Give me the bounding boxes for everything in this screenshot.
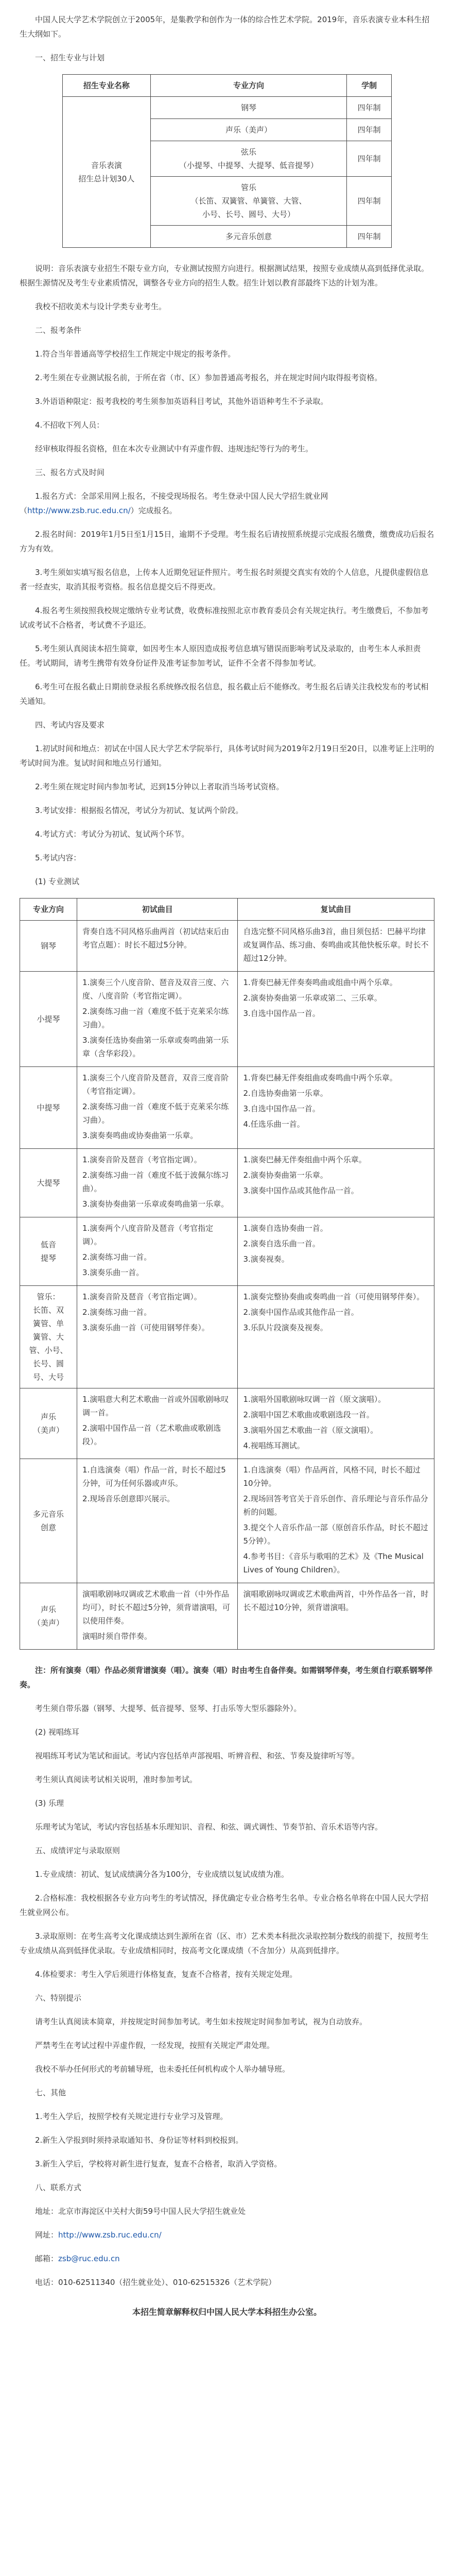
- header-cell: 专业方向: [150, 75, 347, 97]
- final-cell: [238, 1583, 434, 1650]
- major-cell: [20, 972, 77, 1067]
- exam-1: 1.初试时间和地点：初试在中国人民大学艺术学院举行，具体考试时间为2019年2月19日至20日，以准考证上注明的考试时间为准。复试时间和地点另行通知。: [20, 744, 434, 768]
- section-heading-theory: (3) 乐理: [35, 1799, 64, 1808]
- pre-text: 2.现场音乐创意即兴展示。: [82, 1494, 175, 1503]
- years-cell: 四年制: [347, 177, 392, 226]
- section-heading-solfege: (2) 视唱练耳: [35, 1727, 80, 1737]
- marking-4: 4.体检要求：考生入学后须进行体格复查，复查不合格者，按有关规定处理。: [35, 1970, 298, 1979]
- major-name: 音乐表演: [91, 161, 122, 170]
- table-row: [20, 1217, 434, 1286]
- direction-text: 钢琴: [241, 103, 257, 112]
- major-text: 声乐: [40, 1605, 56, 1614]
- final-text: 1.演奏巴赫无伴奏组曲中两个乐章。: [243, 1155, 366, 1164]
- final-text: 2.演奏中国作品或其他作品一首。: [243, 1308, 359, 1317]
- header-cell: 专业方向: [20, 899, 77, 921]
- pre-text: 1.演奏三个八度音阶及琶音，双音三度音阶（考官指定调）。: [82, 1073, 229, 1096]
- pre-cell: [77, 1388, 238, 1459]
- final-text: 演唱歌剧咏叹调或艺术歌曲两首，中外作品各一首，时长不超过10分钟，须背谱演唱。: [243, 1589, 429, 1612]
- pre-text: 1.自选演奏（唱）作品一首，时长不超过5分钟，可为任何乐器或声乐。: [82, 1465, 226, 1488]
- pre-text: 3.演奏任选协奏曲第一乐章或奏鸣曲第一乐章（含华彩段）。: [82, 1036, 229, 1058]
- marking-3: 3.录取原则：在考生高考文化课成绩达到生源所在省（区、市）艺术类本科批次录取控制分数线的前提下，按照考生专业成绩从高到低择优录取。专业成绩相同时，按高考文化课成绩（不含加分）从高到低排序。: [20, 1931, 429, 1955]
- pre-text: 1.演奏两个八度音阶及琶音（考官指定调）。: [82, 1224, 214, 1246]
- pre-text: 1.演奏音阶及琶音（考官指定调）。: [82, 1155, 202, 1164]
- condition-3: 3.外语语种限定：报考我校的考生须参加英语科目考试，其他外语语种考生不予录取。: [35, 397, 328, 406]
- contact-value: 北京市海淀区中关村大街59号中国人民大学招生就业处: [58, 2207, 246, 2216]
- pre-cell: [77, 1067, 238, 1149]
- exam-4: 4.考试方式：考试分为初试、复试两个环节。: [35, 829, 189, 839]
- major-text: 管乐：: [37, 1292, 60, 1301]
- condition-4: 4.不招收下列人员：: [35, 420, 104, 430]
- pre-cell: [77, 1459, 238, 1583]
- direction-cell: [150, 97, 347, 119]
- major-text: 簧管、大: [32, 1332, 64, 1342]
- pre-text: 3.演奏乐曲一首。: [82, 1268, 144, 1277]
- final-text: 1.演奏自选协奏曲一首。: [243, 1224, 328, 1233]
- pre-text: 2.演奏练习曲一首（难度不低于克莱采尔练习曲）。: [82, 1102, 229, 1125]
- contact-email-link[interactable]: zsb@ruc.edu.cn: [58, 2254, 120, 2263]
- table-row: [20, 1286, 434, 1388]
- table-row: [20, 1388, 434, 1459]
- major-text: （美声）: [32, 1426, 64, 1435]
- exam-sub-heading: (1) 专业测试: [35, 877, 80, 886]
- final-text: 3.提交个人音乐作品一部（原创音乐作品，时长不超过5分钟）。: [243, 1523, 428, 1546]
- pre-text: 1.演奏音阶及琶音（考官指定调）。: [82, 1292, 202, 1301]
- contact-website: [20, 2228, 434, 2242]
- final-text: 2.演奏自选乐曲一首。: [243, 1239, 320, 1248]
- years-cell: 四年制: [347, 226, 392, 248]
- pre-text: 3.演奏乐曲一首（可使用钢琴伴奏）。: [82, 1323, 209, 1332]
- section-heading-contact: 八、联系方式: [35, 2183, 82, 2192]
- table-row: [20, 972, 434, 1067]
- major-cell: [20, 1388, 77, 1459]
- final-cell: [238, 921, 434, 972]
- pre-cell: [77, 972, 238, 1067]
- major-cell: [20, 921, 77, 972]
- plan-note-2: 我校不招收美术与设计学类专业考生。: [35, 302, 167, 311]
- major-text: 低音: [40, 1240, 56, 1249]
- final-text: 4.参考书目：《音乐与歌唱的艺术》及《The Musical Lives of Young Children》。: [243, 1552, 424, 1574]
- contact-value: 010-62511340（招生就业处）、010-62515326（艺术学院）: [58, 2278, 276, 2287]
- final-cell: [238, 1217, 434, 1286]
- major-cell: [20, 1149, 77, 1217]
- section-heading-conditions: 二、报考条件: [35, 326, 82, 335]
- final-text: 1.演唱外国歌剧咏叹调一首（原文演唱）。: [243, 1395, 386, 1404]
- final-text: 2.自选协奏曲第一乐章。: [243, 1089, 328, 1098]
- notice-2: 严禁考生在考试过程中弄虚作假，一经发现，按照有关规定严肃处理。: [35, 2041, 275, 2050]
- major-text: 提琴: [40, 1253, 56, 1263]
- years-cell: 四年制: [347, 119, 392, 141]
- major-text: （美声）: [32, 1618, 64, 1628]
- pre-text: 3.演奏奏鸣曲或协奏曲第一乐章。: [82, 1131, 198, 1140]
- final-cell: [238, 1149, 434, 1217]
- exam-3: 3.考试安排：根据报名情况，考试分为初试、复试两个阶段。: [35, 806, 243, 815]
- direction-text: 多元音乐创意: [225, 232, 272, 241]
- final-text: 3.演唱外国艺术歌曲一首（原文演唱）。: [243, 1426, 378, 1435]
- major-cell: [20, 1459, 77, 1583]
- final-text: 1.背奏巴赫无伴奏奏鸣曲或组曲中两个乐章。: [243, 978, 397, 987]
- contact-email: [20, 2251, 434, 2266]
- final-text: 1.自选演奏（唱）作品两首，风格不同，时长不超过10分钟。: [243, 1465, 421, 1488]
- exam-content-table: [20, 898, 434, 1650]
- contact-address: [20, 2204, 434, 2218]
- final-text: 自选完整不同风格乐曲3首，曲目须包括：巴赫平均律或复调作品、练习曲、奏鸣曲或其他快板乐章。时长不超过12分钟。: [243, 927, 429, 963]
- contact-label: 地址：: [35, 2207, 59, 2216]
- contact-label: 网址：: [35, 2230, 59, 2240]
- pre-text: 1.演奏三个八度音阶、琶音及双音三度、六度、八度音阶（考官指定调）。: [82, 978, 229, 1001]
- pre-text: 2.演奏练习曲一首（难度不低于克莱采尔练习曲）。: [82, 1007, 229, 1029]
- major-cell: [20, 1286, 77, 1388]
- table-row: [20, 921, 434, 972]
- pre-text: 背奏自选不同风格乐曲两首（初试结束后由考官点题）：时长不超过5分钟。: [82, 927, 229, 950]
- header-cell: 学制: [347, 75, 392, 97]
- pre-text: 1.演唱意大利艺术歌曲一首或外国歌剧咏叹调一首。: [82, 1395, 229, 1417]
- years-cell: 四年制: [347, 141, 392, 177]
- final-text: 3.自选中国作品一首。: [243, 1009, 320, 1018]
- years-cell: 四年制: [347, 97, 392, 119]
- section-heading-marking: 五、成绩评定与录取原则: [35, 1846, 120, 1855]
- major-text: 多元音乐: [32, 1510, 64, 1519]
- pre-text: 3.演奏协奏曲第一乐章或奏鸣曲第一乐章。: [82, 1199, 229, 1209]
- major-cell: [20, 1583, 77, 1650]
- condition-1: 1.符合当年普通高等学校招生工作规定中规定的报考条件。: [35, 349, 236, 359]
- solfege-1: 视唱练耳考试为笔试和面试。考试内容包括单声部视唱、听辨音程、和弦、节奏及旋律听写等。: [35, 1751, 360, 1760]
- direction-cell: [150, 141, 347, 177]
- section-heading-plan: 一、招生专业与计划: [35, 53, 105, 62]
- section-heading-other: 七、其他: [35, 2088, 66, 2097]
- table-row: [20, 1067, 434, 1149]
- final-cell: [238, 1459, 434, 1583]
- table-row: [20, 1583, 434, 1650]
- direction-text: 声乐（美声）: [225, 125, 272, 134]
- pre-cell: [77, 1217, 238, 1286]
- other-3: 3.新生入学后，学校将对新生进行复查，复查不合格者，取消入学资格。: [35, 2159, 282, 2168]
- table-row: [63, 97, 392, 119]
- major-text: 中提琴: [37, 1103, 60, 1112]
- final-cell: [238, 1388, 434, 1459]
- condition-4-detail: 经审核取得报名资格，但在本次专业测试中有弄虚作假、违规违纪等行为的考生。: [35, 444, 313, 453]
- other-1: 1.考生入学后，按照学校有关规定进行专业学习及管理。: [35, 2112, 228, 2121]
- direction-cell: [150, 226, 347, 248]
- final-cell: [238, 972, 434, 1067]
- contact-label: 电话：: [35, 2278, 59, 2287]
- footer-note: 本招生简章解释权归中国人民大学本科招生办公室。: [132, 2307, 322, 2317]
- pre-text: 2.演唱中国作品一首（艺术歌曲或歌剧选段）。: [82, 1423, 221, 1446]
- header-cell: 招生专业名称: [63, 75, 151, 97]
- table-header-row: [20, 899, 434, 921]
- final-text: 3.演奏视奏。: [243, 1255, 289, 1264]
- registration-link[interactable]: http://www.zsb.ruc.edu.cn/: [27, 506, 131, 515]
- solfege-2: 考生须认真阅读考试相关说明，准时参加考试。: [35, 1775, 198, 1784]
- major-text: 声乐: [40, 1412, 56, 1421]
- table-row: [20, 1459, 434, 1583]
- final-text: 3.自选中国作品一首。: [243, 1104, 320, 1113]
- contact-website-link[interactable]: http://www.zsb.ruc.edu.cn/: [58, 2230, 162, 2240]
- section-heading-registration: 三、报名方式及时间: [35, 468, 105, 477]
- major-text: 号、大号: [32, 1372, 64, 1382]
- marking-2: 2.合格标准：我校根据各专业方向考生的考试情况，择优确定专业合格考生名单。专业合格名单将在中国人民大学招生就业网公布。: [20, 1893, 429, 1917]
- registration-1: [20, 489, 434, 518]
- major-cell: [63, 97, 151, 248]
- final-text: 2.现场回答考官关于音乐创作、音乐理论与音乐作品分析的问题。: [243, 1494, 428, 1517]
- table-row: [20, 1149, 434, 1217]
- pre-text: 演唱时须自带伴奏。: [82, 1632, 152, 1641]
- direction-text: （小提琴、中提琴、大提琴、低音提琴）: [179, 161, 319, 170]
- plan-note: 说明：音乐表演专业招生不限专业方向，专业测试按照方向进行。根据测试结果，按照专业成绩从高到低择优录取。根据生源情况及考生专业素质情况，调整各专业方向的招生人数。招生计划以教育部最终下达的计划为准。: [20, 264, 429, 287]
- registration-2: 2.报名时间：2019年1月5日至1月15日，逾期不予受理。考生报名后请按照系统提示完成报名缴费，缴费成功后报名方为有效。: [20, 530, 434, 553]
- major-text: 小提琴: [37, 1014, 60, 1024]
- enrollment-count: 招生总计划30人: [78, 174, 135, 183]
- enrollment-plan-table: [62, 74, 392, 248]
- final-text: 2.演奏协奏曲第一乐章。: [243, 1171, 328, 1180]
- direction-cell: [150, 119, 347, 141]
- header-cell: 初试曲目: [77, 899, 238, 921]
- pre-text: 演唱歌剧咏叹调或艺术歌曲一首（中外作品均可），时长不超过5分钟，须背谱演唱，可以使用伴奏。: [82, 1589, 230, 1625]
- final-cell: [238, 1286, 434, 1388]
- final-text: 3.乐队片段演奏及视奏。: [243, 1323, 328, 1332]
- direction-text: 管乐: [241, 183, 257, 192]
- pre-cell: [77, 921, 238, 972]
- exam-note-bold: 注：所有演奏（唱）作品必须背谱演奏（唱）。演奏（唱）时由考生自备伴奏。如需钢琴伴奏，考生须自行联系钢琴伴奏。: [20, 1666, 433, 1689]
- pre-text: 2.演奏练习曲一首。: [82, 1308, 152, 1317]
- direction-text: （长笛、双簧管、单簧管、大管、: [190, 196, 307, 206]
- marking-1: 1.专业成绩：初试、复试成绩满分各为100分，专业成绩以复试成绩为准。: [35, 1870, 289, 1879]
- major-text: 管、小号、: [29, 1346, 68, 1355]
- exam-5: 5.考试内容：: [35, 853, 81, 862]
- major-text: 创意: [40, 1523, 56, 1532]
- registration-4: 4.报名考生须按照我校规定缴纳专业考试费，收费标准按照北京市教育委员会有关规定执行。考生缴费后，不参加考试或考试不合格者，考试费不予退还。: [20, 606, 429, 630]
- contact-label: 邮箱：: [35, 2254, 59, 2263]
- registration-5: 5.考生须认真阅读本招生简章，如因考生本人原因造成报考信息填写错误而影响考试及录取的，由考生本人承担责任。考试期间，请考生携带有效身份证件及准考证参加考试，证件不全者不得参加考试。: [20, 644, 421, 668]
- exam-2: 2.考生须在规定时间内参加考试，迟到15分钟以上者取消当场考试资格。: [35, 782, 284, 791]
- exam-note: 考生须自带乐器（钢琴、大提琴、低音提琴、竖琴、打击乐等大型乐器除外）。: [35, 1704, 302, 1713]
- registration-text: 1.报名方式：全部采用网上报名，不接受现场报名。考生登录中国人民大学招生就业网（: [20, 492, 328, 515]
- header-cell: 复试曲目: [238, 899, 434, 921]
- major-text: 大提琴: [37, 1178, 60, 1188]
- condition-2: 2.考生须在专业测试报名前，于所在省（市、区）参加普通高考报名，并在规定时间内取得报考资格。: [35, 373, 382, 382]
- final-text: 1.背奏巴赫无伴奏组曲或奏鸣曲中两个乐章。: [243, 1073, 397, 1082]
- final-text: 2.演奏协奏曲第一乐章或第二、三乐章。: [243, 993, 382, 1003]
- final-text: 4.任选乐曲一首。: [243, 1120, 305, 1129]
- pre-cell: [77, 1583, 238, 1650]
- major-text: 长笛、双: [32, 1306, 64, 1315]
- registration-text: ）完成报名。: [130, 506, 177, 515]
- pre-text: 2.演奏练习曲一首。: [82, 1252, 152, 1262]
- direction-cell: [150, 177, 347, 226]
- registration-3: 3.考生须如实填写报名信息，上传本人近期免冠证件照片。考生报名时须提交真实有效的个人信息，凡提供虚假信息者一经查实，取消其报考资格。报名信息提交后不得更改。: [20, 568, 429, 591]
- major-cell: [20, 1067, 77, 1149]
- direction-text: 弦乐: [241, 147, 257, 157]
- major-text: 簧管、单: [32, 1319, 64, 1328]
- final-text: 3.演奏中国作品或其他作品一首。: [243, 1186, 359, 1195]
- registration-6: 6.考生可在报名截止日期前登录报名系统修改报名信息，报名截止后不能修改。考生报名后请关注我校发布的考试相关通知。: [20, 682, 429, 706]
- pre-text: 2.演奏练习曲一首（难度不低于波佩尔练习曲）。: [82, 1171, 229, 1193]
- theory-1: 乐理考试为笔试，考试内容包括基本乐理知识、音程、和弦、调式调性、节奏节拍、音乐术语等内容。: [35, 1822, 383, 1832]
- notice-1: 请考生认真阅读本简章，并按规定时间参加考试。考生如未按规定时间参加考试，视为自动放弃。: [35, 2017, 368, 2026]
- major-cell: [20, 1217, 77, 1286]
- section-heading-exam: 四、考试内容及要求: [35, 720, 105, 730]
- final-text: 2.演唱中国艺术歌曲或歌剧选段一首。: [243, 1410, 374, 1419]
- other-2: 2.新生入学报到时须持录取通知书、身份证等材料到校报到。: [35, 2136, 243, 2145]
- section-heading-notice: 六、特别提示: [35, 1993, 82, 2003]
- pre-cell: [77, 1286, 238, 1388]
- final-cell: [238, 1067, 434, 1149]
- final-text: 4.视唱练耳测试。: [243, 1441, 305, 1450]
- major-text: 长号、圆: [32, 1359, 64, 1368]
- intro-paragraph: 中国人民大学艺术学院创立于2005年，是集教学和创作为一体的综合性艺术学院。2019年，音乐表演专业本科生招生大纲如下。: [20, 15, 430, 39]
- direction-text: 小号、长号、圆号、大号）: [202, 210, 295, 219]
- pre-cell: [77, 1149, 238, 1217]
- notice-3: 我校不举办任何形式的考前辅导班，也未委托任何机构或个人举办辅导班。: [35, 2064, 290, 2074]
- contact-phone: [20, 2275, 434, 2290]
- final-text: 1.演奏完整协奏曲或奏鸣曲一首（可使用钢琴伴奏）。: [243, 1292, 425, 1301]
- table-header-row: [63, 75, 392, 97]
- major-text: 钢琴: [40, 941, 56, 951]
